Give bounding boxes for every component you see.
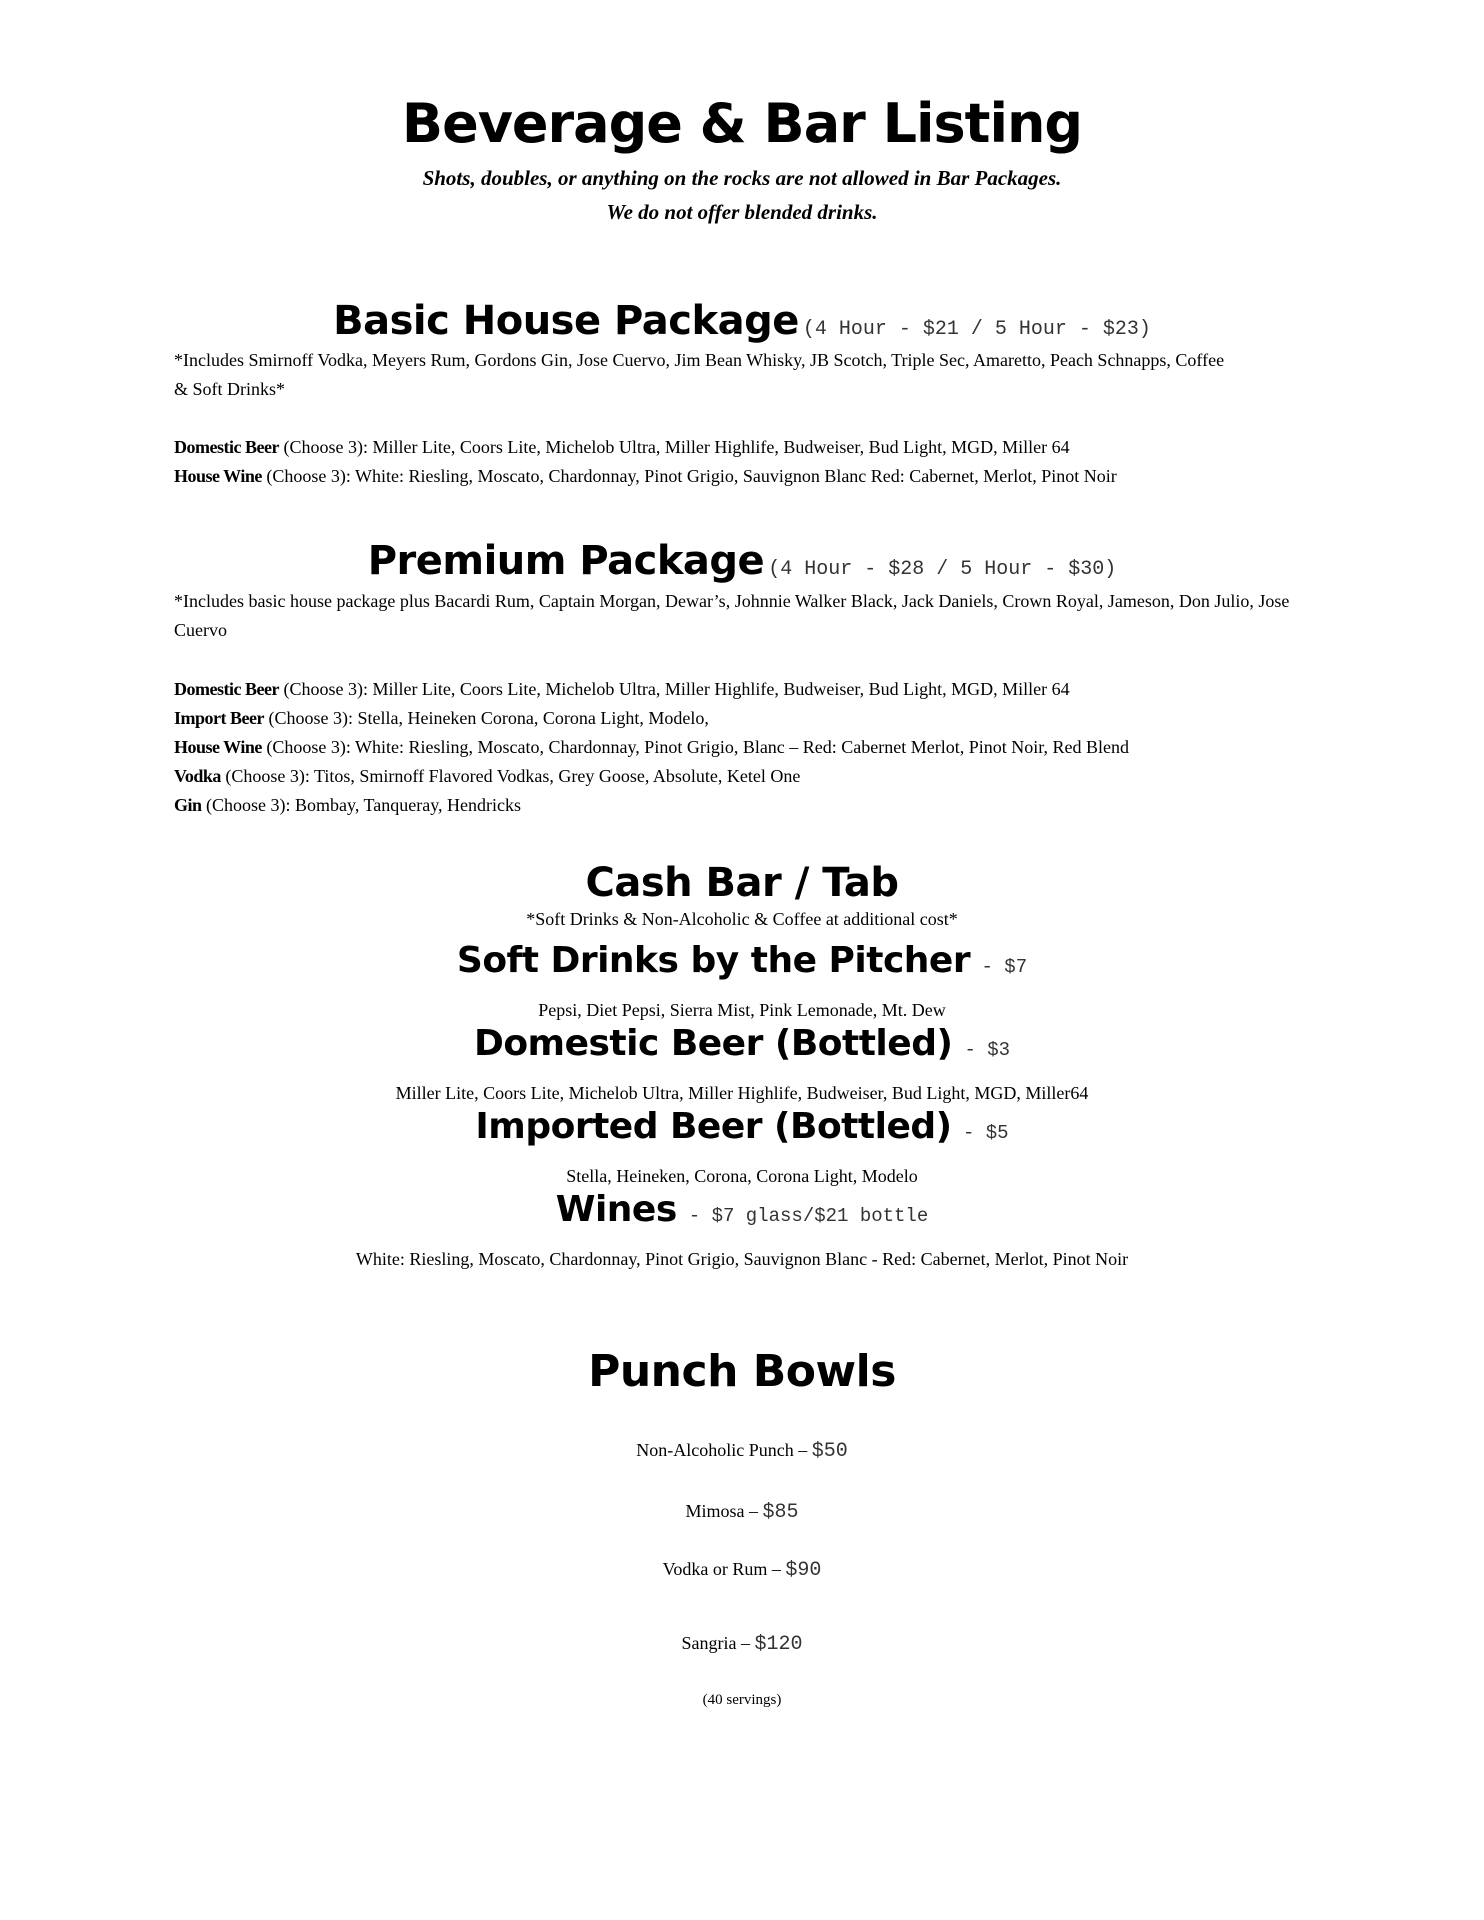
cash-bar-note: *Soft Drinks & Non-Alcoholic & Coffee at additional cost* xyxy=(526,909,958,929)
option-text: (Choose 3): Miller Lite, Coors Lite, Michelob Ultra, Miller Highlife, Budweiser, Bud Light, MGD, Miller 64 xyxy=(278,679,1070,699)
cash-item-heading xyxy=(0,1189,1484,1230)
punch-item-sep: – xyxy=(744,1501,763,1521)
cash-item-heading xyxy=(0,940,1484,981)
premium-option-house-wine xyxy=(174,733,1394,762)
option-label: House Wine xyxy=(174,737,262,757)
premium-option-vodka xyxy=(174,762,1394,791)
cash-item-price: - $7 xyxy=(970,956,1028,978)
cash-bar-title: Cash Bar / Tab xyxy=(585,860,899,906)
option-text: (Choose 3): White: Riesling, Moscato, Chardonnay, Pinot Grigio, Sauvignon Blanc Red: Cabernet, Merlot, Pinot Noir xyxy=(261,466,1117,486)
option-label: House Wine xyxy=(174,466,262,486)
policy-note-shots: Shots, doubles, or anything on the rocks are not allowed in Bar Packages. xyxy=(422,166,1062,190)
premium-package-includes xyxy=(174,587,1394,645)
premium-package-options xyxy=(174,675,1394,820)
premium-option-domestic-beer xyxy=(174,675,1394,704)
punch-item-name: Sangria xyxy=(681,1633,737,1653)
punch-item-price: $120 xyxy=(754,1633,803,1656)
cash-item-desc: Pepsi, Diet Pepsi, Sierra Mist, Pink Lemonade, Mt. Dew xyxy=(538,1000,946,1020)
premium-package-price: (4 Hour - $28 / 5 Hour - $30) xyxy=(768,558,1117,581)
cash-item-desc: Miller Lite, Coors Lite, Michelob Ultra, Miller Highlife, Budweiser, Bud Light, MGD, Miller64 xyxy=(395,1083,1089,1103)
basic-package-price: (4 Hour - $21 / 5 Hour - $23) xyxy=(802,318,1151,341)
punch-bowls-title: Punch Bowls xyxy=(588,1346,896,1397)
cash-item-title: Wines xyxy=(555,1189,689,1230)
basic-package-options xyxy=(174,433,1394,491)
punch-item-sep: – xyxy=(793,1440,812,1460)
cash-item-desc: Stella, Heineken, Corona, Corona Light, Modelo xyxy=(566,1166,918,1186)
cash-item-title: Imported Beer (Bottled) xyxy=(475,1106,952,1147)
cash-item-price: - $7 glass/$21 bottle xyxy=(688,1205,929,1227)
punch-item xyxy=(0,1559,1484,1582)
punch-servings-note: (40 servings) xyxy=(702,1692,782,1708)
punch-item-price: $85 xyxy=(762,1501,799,1524)
premium-includes-line: *Includes basic house package plus Bacardi Rum, Captain Morgan, Dewar’s, Johnnie Walker Black, Jack Daniels, Crown Royal, Jameson, Don Julio, Jose xyxy=(174,591,1290,611)
punch-item-name: Vodka or Rum xyxy=(662,1559,768,1579)
punch-item-sep: – xyxy=(767,1559,786,1579)
punch-item-sep: – xyxy=(736,1633,755,1653)
option-text: (Choose 3): Stella, Heineken Corona, Corona Light, Modelo, xyxy=(263,708,709,728)
premium-package-title: Premium Package xyxy=(367,538,765,584)
option-label: Vodka xyxy=(174,766,221,786)
basic-includes-line: *Includes Smirnoff Vodka, Meyers Rum, Gordons Gin, Jose Cuervo, Jim Bean Whisky, JB Scotch, Triple Sec, Amaretto, Peach Schnapps, Coffee xyxy=(174,350,1225,370)
punch-item-name: Non-Alcoholic Punch xyxy=(636,1440,794,1460)
policy-note-blended: We do not offer blended drinks. xyxy=(606,200,878,224)
option-label: Import Beer xyxy=(174,708,264,728)
document-title: Beverage & Bar Listing xyxy=(401,92,1083,155)
cash-item-price: - $3 xyxy=(964,1039,1011,1061)
cash-item-price: - $5 xyxy=(951,1122,1009,1144)
punch-item xyxy=(0,1633,1484,1656)
cash-item-title: Soft Drinks by the Pitcher xyxy=(456,940,971,981)
punch-item-price: $90 xyxy=(785,1559,822,1582)
premium-option-gin xyxy=(174,791,1394,820)
punch-item xyxy=(0,1501,1484,1524)
option-text: (Choose 3): Titos, Smirnoff Flavored Vodkas, Grey Goose, Absolute, Ketel One xyxy=(220,766,801,786)
premium-option-import-beer xyxy=(174,704,1394,733)
cash-item-title: Domestic Beer (Bottled) xyxy=(473,1023,965,1064)
basic-package-heading xyxy=(0,298,1484,344)
premium-package-heading xyxy=(0,538,1484,584)
cash-item-heading xyxy=(0,1023,1484,1064)
basic-option-house-wine xyxy=(174,462,1394,491)
punch-item-name: Mimosa xyxy=(685,1501,745,1521)
option-text: (Choose 3): White: Riesling, Moscato, Chardonnay, Pinot Grigio, Blanc – Red: Cabernet Merlot, Pinot Noir, Red Blend xyxy=(261,737,1130,757)
punch-item-price: $50 xyxy=(811,1440,848,1463)
premium-includes-line: Cuervo xyxy=(174,620,227,640)
punch-item xyxy=(0,1440,1484,1463)
cash-item-heading xyxy=(0,1106,1484,1147)
basic-option-domestic-beer xyxy=(174,433,1394,462)
cash-item-desc: White: Riesling, Moscato, Chardonnay, Pinot Grigio, Sauvignon Blanc - Red: Cabernet, Merlot, Pinot Noir xyxy=(355,1249,1129,1269)
basic-package-title: Basic House Package xyxy=(333,298,799,344)
basic-package-includes xyxy=(174,346,1394,404)
basic-includes-line: & Soft Drinks* xyxy=(174,379,286,399)
option-label: Domestic Beer xyxy=(174,679,279,699)
option-label: Domestic Beer xyxy=(174,437,279,457)
option-text: (Choose 3): Miller Lite, Coors Lite, Michelob Ultra, Miller Highlife, Budweiser, Bud Light, MGD, Miller 64 xyxy=(278,437,1070,457)
option-text: (Choose 3): Bombay, Tanqueray, Hendricks xyxy=(201,795,522,815)
option-label: Gin xyxy=(174,795,202,815)
